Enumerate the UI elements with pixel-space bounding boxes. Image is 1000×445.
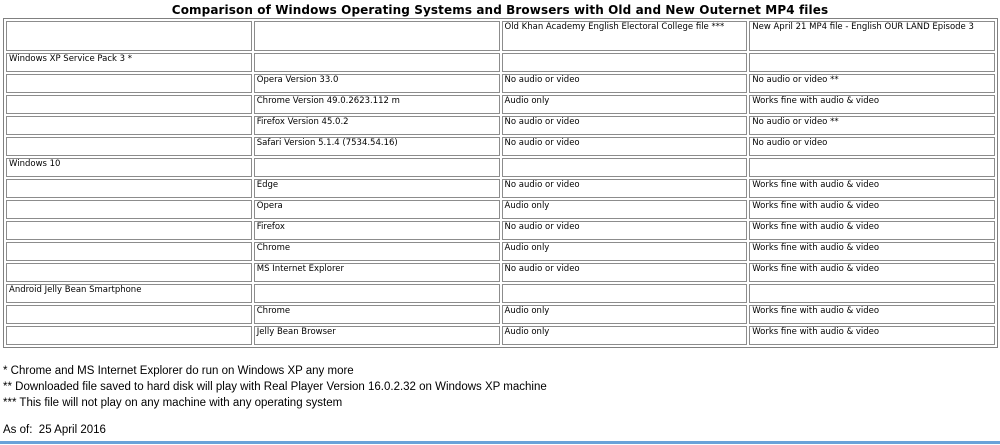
- table-row: [6, 221, 995, 240]
- os-cell: [6, 263, 252, 282]
- table-row: [6, 74, 995, 93]
- header-cell-old-file: Old Khan Academy English Electoral College file ***: [502, 21, 748, 51]
- table-row: [6, 200, 995, 219]
- os-cell: Android Jelly Bean Smartphone: [6, 284, 252, 303]
- browser-cell: [254, 53, 500, 72]
- old-file-result-cell: Audio only: [502, 305, 748, 324]
- old-file-result-cell: No audio or video: [502, 221, 748, 240]
- header-row: [6, 21, 995, 51]
- table-row: [6, 305, 995, 324]
- old-file-result-cell: No audio or video: [502, 179, 748, 198]
- os-cell: [6, 200, 252, 219]
- os-cell: [6, 179, 252, 198]
- os-cell: [6, 305, 252, 324]
- as-of-line: [3, 424, 106, 436]
- table-row: [6, 263, 995, 282]
- os-cell: [6, 95, 252, 114]
- browser-cell: [254, 284, 500, 303]
- browser-cell: Safari Version 5.1.4 (7534.54.16): [254, 137, 500, 156]
- table-row: [6, 242, 995, 261]
- os-cell: [6, 74, 252, 93]
- browser-cell: Jelly Bean Browser: [254, 326, 500, 345]
- browser-cell: Chrome: [254, 305, 500, 324]
- table-row: [6, 326, 995, 345]
- old-file-result-cell: Audio only: [502, 200, 748, 219]
- table-row: [6, 284, 995, 303]
- new-file-result-cell: Works fine with audio & video: [749, 263, 995, 282]
- new-file-result-cell: [749, 284, 995, 303]
- browser-cell: Chrome: [254, 242, 500, 261]
- new-file-result-cell: Works fine with audio & video: [749, 305, 995, 324]
- new-file-result-cell: Works fine with audio & video: [749, 95, 995, 114]
- os-cell: [6, 221, 252, 240]
- browser-cell: Opera: [254, 200, 500, 219]
- table-row: [6, 158, 995, 177]
- browser-cell: Opera Version 33.0: [254, 74, 500, 93]
- old-file-result-cell: [502, 53, 748, 72]
- table-row: [6, 53, 995, 72]
- header-cell-browser: [254, 21, 500, 51]
- header-cell-new-file: New April 21 MP4 file - English OUR LAND Episode 3: [749, 21, 995, 51]
- os-cell: [6, 326, 252, 345]
- new-file-result-cell: No audio or video **: [749, 116, 995, 135]
- os-cell: Windows 10: [6, 158, 252, 177]
- browser-cell: [254, 158, 500, 177]
- new-file-result-cell: No audio or video **: [749, 74, 995, 93]
- old-file-result-cell: [502, 158, 748, 177]
- footnotes: [3, 363, 547, 411]
- os-cell: [6, 116, 252, 135]
- new-file-result-cell: Works fine with audio & video: [749, 200, 995, 219]
- old-file-result-cell: No audio or video: [502, 74, 748, 93]
- footnote-1: * Chrome and MS Internet Explorer do run on Windows XP any more: [3, 365, 354, 377]
- browser-cell: Firefox Version 45.0.2: [254, 116, 500, 135]
- table-row: [6, 179, 995, 198]
- browser-cell: Edge: [254, 179, 500, 198]
- old-file-result-cell: No audio or video: [502, 116, 748, 135]
- old-file-result-cell: Audio only: [502, 95, 748, 114]
- old-file-result-cell: [502, 284, 748, 303]
- browser-cell: Firefox: [254, 221, 500, 240]
- old-file-result-cell: Audio only: [502, 242, 748, 261]
- table-row: [6, 95, 995, 114]
- old-file-result-cell: Audio only: [502, 326, 748, 345]
- new-file-result-cell: Works fine with audio & video: [749, 221, 995, 240]
- old-file-result-cell: No audio or video: [502, 263, 748, 282]
- header-cell-os: [6, 21, 252, 51]
- table-row: [6, 116, 995, 135]
- browser-cell: Chrome Version 49.0.2623.112 m: [254, 95, 500, 114]
- old-file-result-cell: No audio or video: [502, 137, 748, 156]
- new-file-result-cell: [749, 53, 995, 72]
- new-file-result-cell: Works fine with audio & video: [749, 179, 995, 198]
- bottom-rule: [0, 441, 1000, 444]
- os-cell: Windows XP Service Pack 3 *: [6, 53, 252, 72]
- new-file-result-cell: [749, 158, 995, 177]
- as-of-date: 25 April 2016: [38, 424, 106, 436]
- table-row: [6, 137, 995, 156]
- new-file-result-cell: Works fine with audio & video: [749, 242, 995, 261]
- os-cell: [6, 242, 252, 261]
- footnote-2: ** Downloaded file saved to hard disk will play with Real Player Version 16.0.2.32 on Windows XP machine: [3, 381, 547, 393]
- os-cell: [6, 137, 252, 156]
- comparison-table: [3, 18, 998, 348]
- as-of-label: As of:: [3, 424, 33, 436]
- new-file-result-cell: No audio or video: [749, 137, 995, 156]
- browser-cell: MS Internet Explorer: [254, 263, 500, 282]
- new-file-result-cell: Works fine with audio & video: [749, 326, 995, 345]
- page-title: Comparison of Windows Operating Systems and Browsers with Old and New Outernet MP4 files: [171, 3, 829, 17]
- footnote-3: *** This file will not play on any machine with any operating system: [3, 397, 343, 409]
